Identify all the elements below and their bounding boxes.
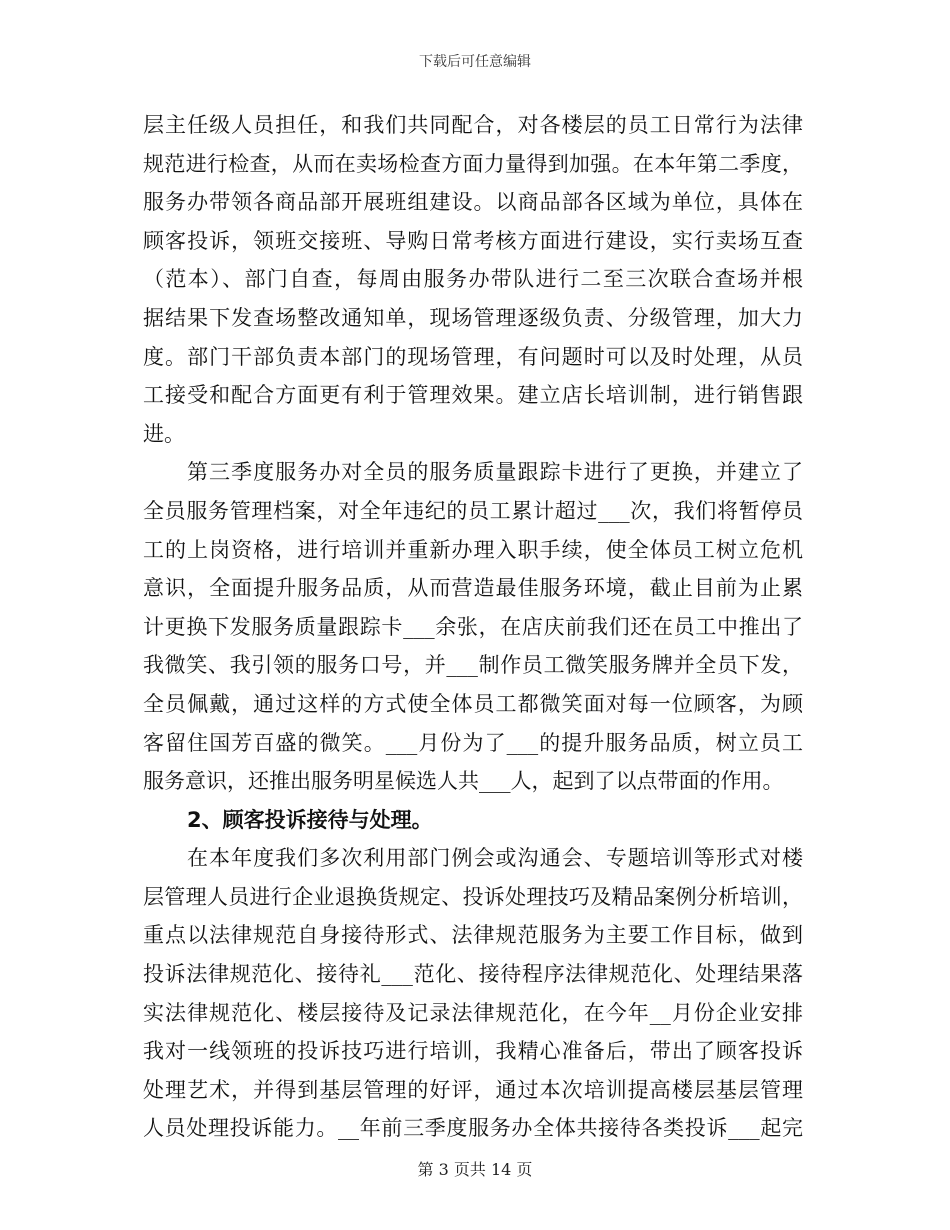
text-line: 规范进行检查，从而在卖场检查方面力量得到加强。在本年第二季度， — [143, 151, 803, 176]
text-line: 投诉法律规范化、接待礼___范化、接待程序法律规范化、处理结果落 — [143, 962, 803, 987]
text-line: 计更换下发服务质量跟踪卡___余张，在店庆前我们还在员工中推出了 — [143, 614, 803, 639]
page-footer: 第 3 页共 14 页 — [417, 1160, 533, 1179]
text-line: 服务办带领各商品部开展班组建设。以商品部各区域为单位，具体在 — [143, 190, 803, 215]
text-line: 层管理人员进行企业退换货规定、投诉处理技巧及精品案例分析培训， — [143, 884, 803, 909]
text-line: 人员处理投诉能力。__年前三季度服务办全体共接待各类投诉___起完 — [143, 1116, 803, 1141]
text-line: 层主任级人员担任，和我们共同配合，对各楼层的员工日常行为法律 — [143, 113, 803, 137]
text-line: 进。 — [143, 421, 185, 446]
paragraph-first-line: 在本年度我们多次利用部门例会或沟通会、专题培训等形式对楼 — [187, 846, 803, 871]
text-line: 我对一线领班的投诉技巧进行培训，我精心准备后，带出了顾客投诉 — [143, 1039, 803, 1064]
text-line: 重点以法律规范自身接待形式、法律规范服务为主要工作目标，做到 — [143, 923, 803, 948]
text-line: 全员服务管理档案，对全年违纪的员工累计超过___次，我们将暂停员 — [143, 498, 803, 523]
text-line: 服务意识，还推出服务明星候选人共___人，起到了以点带面的作用。 — [143, 769, 784, 794]
text-line: 度。部门干部负责本部门的现场管理，有问题时可以及时处理，从员 — [143, 344, 803, 369]
text-line: 实法律规范化、楼层接待及记录法律规范化，在今年__月份企业安排 — [143, 1000, 803, 1025]
page-header: 下载后可任意编辑 — [419, 54, 531, 70]
text-line: 据结果下发查场整改通知单，现场管理逐级负责、分级管理，加大力 — [143, 305, 803, 330]
paragraph-first-line: 第三季度服务办对全员的服务质量跟踪卡进行了更换，并建立了 — [187, 460, 803, 485]
text-line: 工接受和配合方面更有利于管理效果。建立店长培训制，进行销售跟 — [143, 383, 803, 408]
text-line: 顾客投诉，领班交接班、导购日常考核方面进行建设，实行卖场互查 — [143, 228, 803, 253]
section-heading: 2、顾客投诉接待与处理。 — [187, 807, 433, 832]
document-body — [143, 106, 803, 1148]
text-line: （范本）、部门自查，每周由服务办带队进行二至三次联合查场并根 — [143, 267, 803, 292]
text-line: 我微笑、我引领的服务口号，并___制作员工微笑服务牌并全员下发， — [143, 653, 803, 678]
text-line: 意识，全面提升服务品质，从而营造最佳服务环境，截止目前为止累 — [143, 576, 803, 601]
text-line: 处理艺术，并得到基层管理的好评，通过本次培训提高楼层基层管理 — [143, 1077, 803, 1102]
text-line: 工的上岗资格，进行培训并重新办理入职手续，使全体员工树立危机 — [143, 537, 803, 562]
text-line: 全员佩戴，通过这样的方式使全体员工都微笑面对每一位顾客，为顾 — [143, 691, 803, 716]
text-line: 客留住国芳百盛的微笑。___月份为了___的提升服务品质，树立员工 — [143, 730, 803, 755]
